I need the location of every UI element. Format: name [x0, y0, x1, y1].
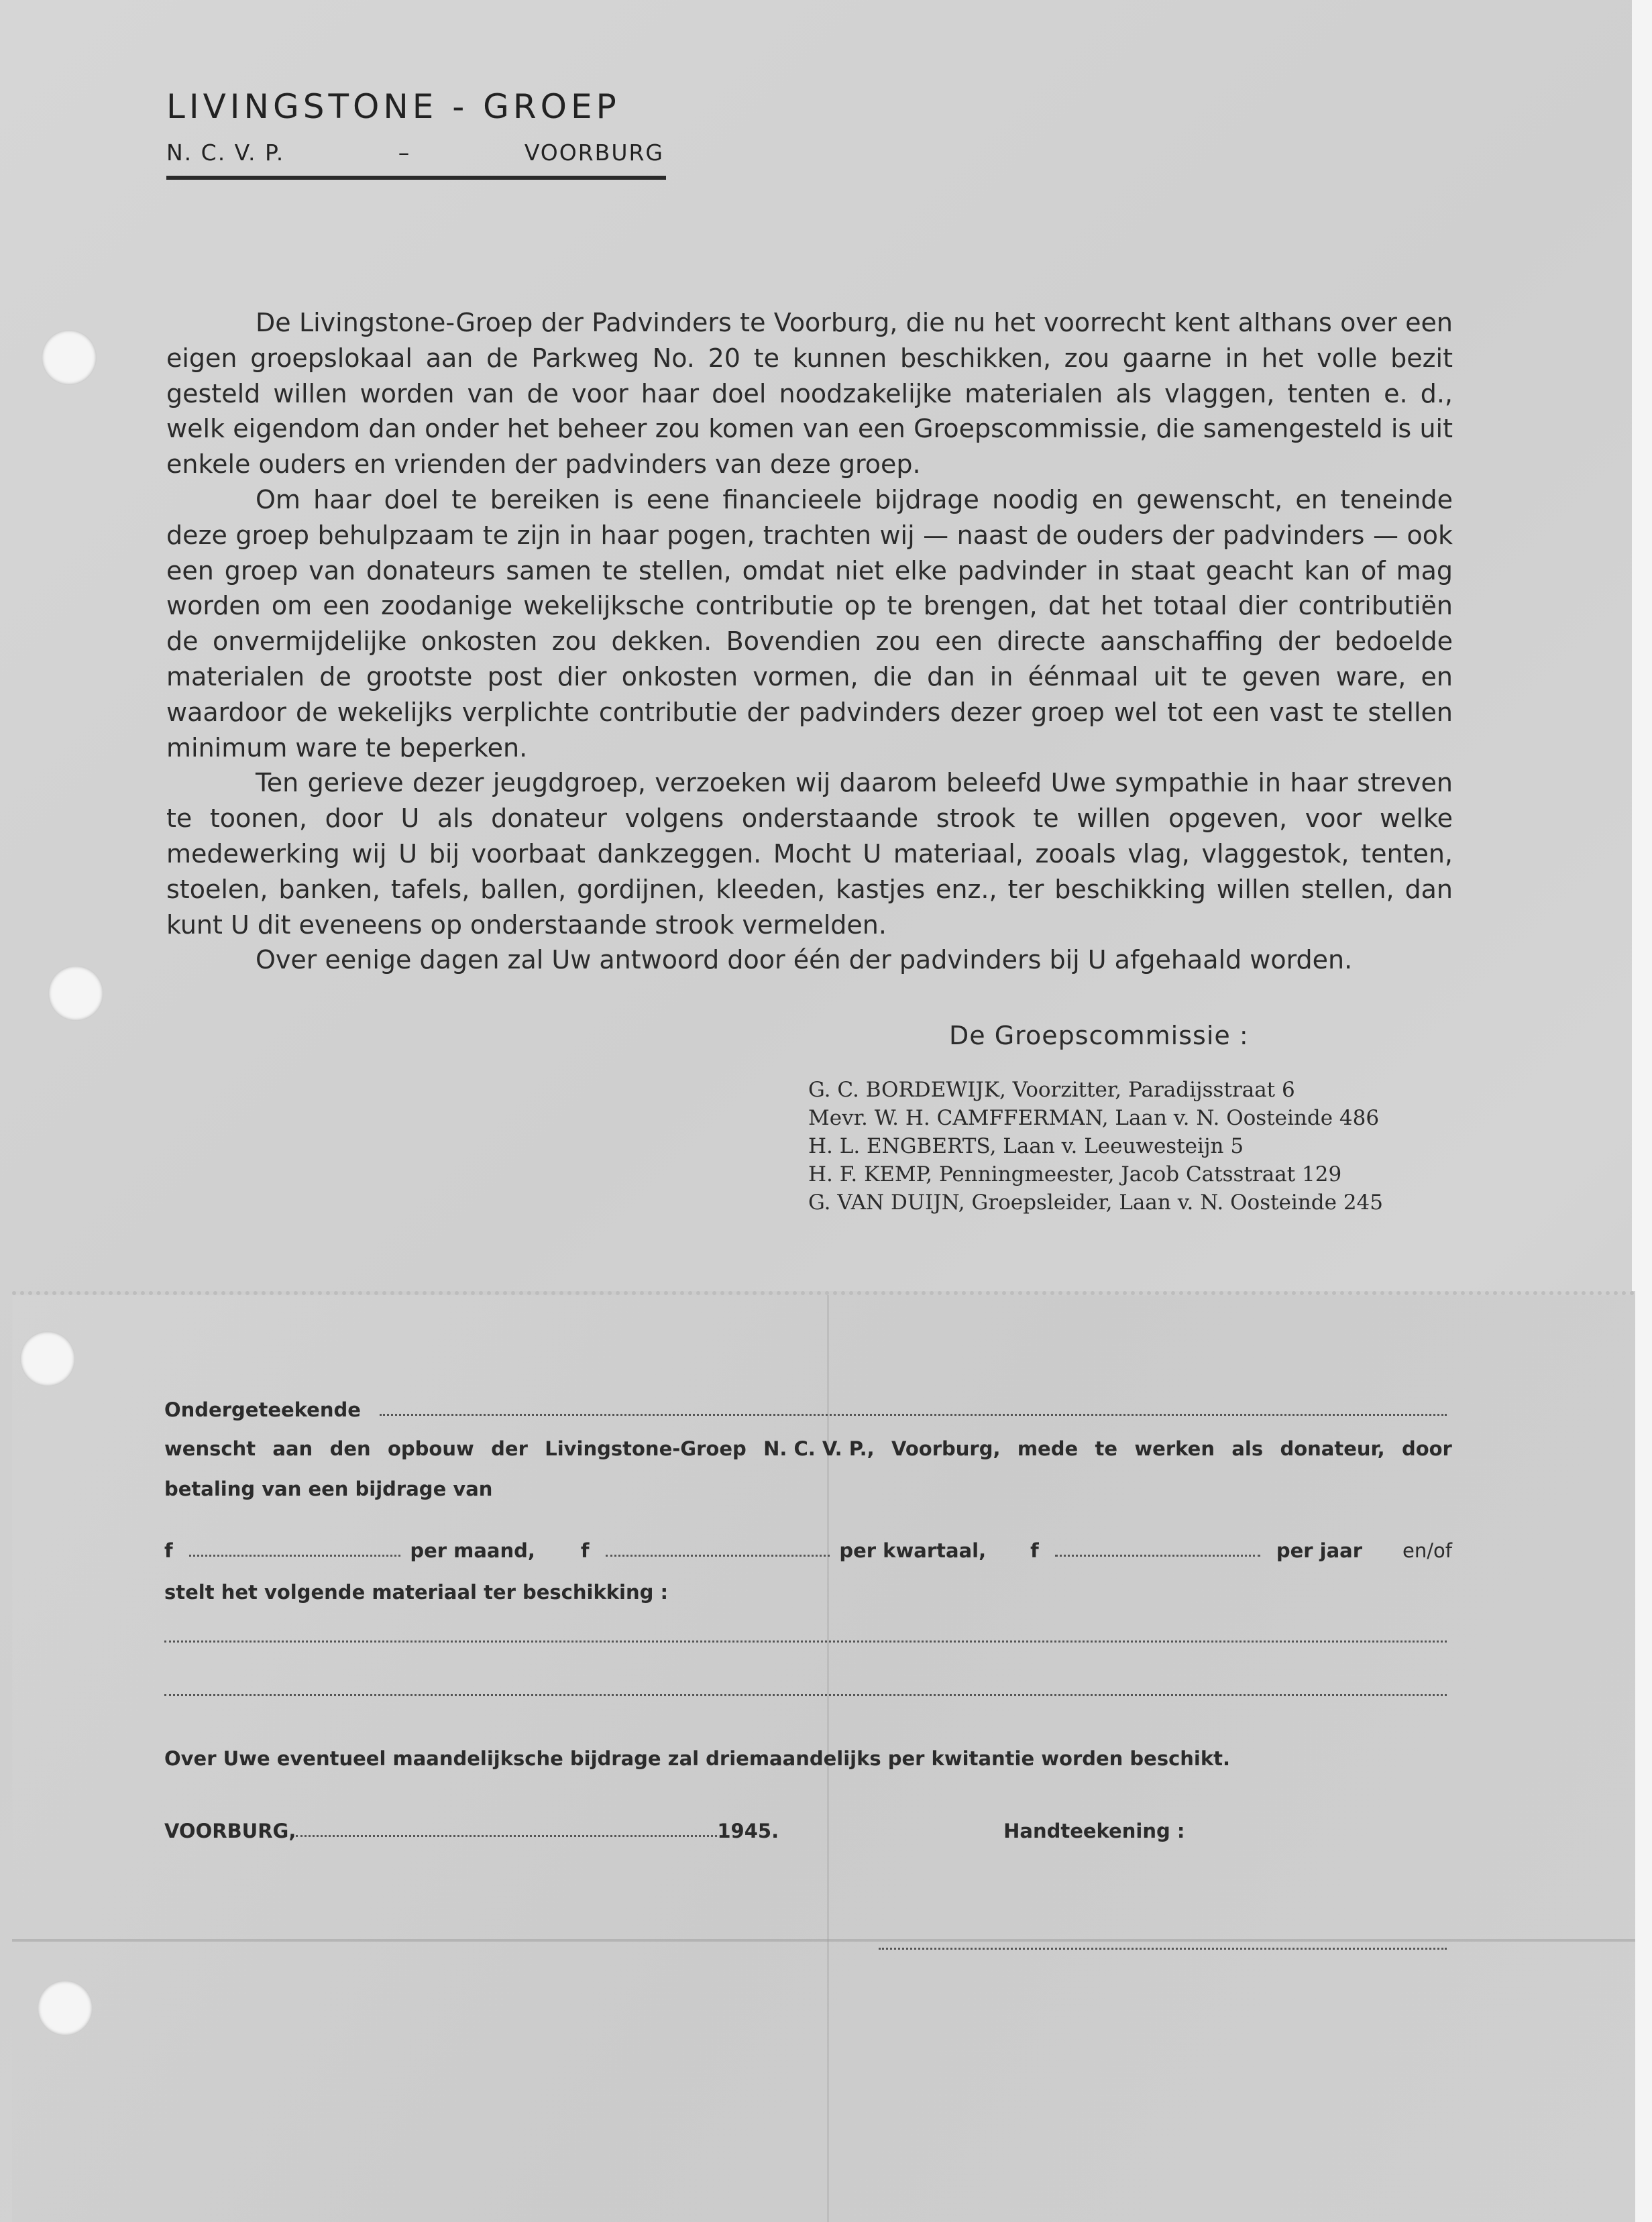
intro-word: opbouw — [387, 1437, 474, 1460]
signature-label: Handteekening : — [1003, 1820, 1185, 1842]
form-row-material-line — [164, 1640, 1452, 1648]
form-row-signature — [879, 1947, 1452, 1955]
form-row-contribution-intro — [164, 1478, 1452, 1500]
form-row-amounts — [164, 1539, 1452, 1562]
contribution-intro: betaling van een bijdrage van — [164, 1478, 493, 1500]
letterhead-rule — [166, 176, 666, 180]
intro-word: aan — [272, 1437, 313, 1460]
fold-line — [12, 1939, 1635, 1942]
form-row-receipt-note — [164, 1747, 1452, 1770]
punch-hole — [20, 1331, 75, 1386]
punch-hole — [48, 966, 103, 1021]
place-label: VOORBURG, — [164, 1820, 296, 1842]
committee-member: G. VAN DUIJN, Groepsleider, Laan v. N. Oosteinde 245 — [808, 1190, 1383, 1215]
form-row-material-line — [164, 1693, 1452, 1702]
date-field[interactable] — [296, 1834, 717, 1837]
year-label: 1945. — [717, 1820, 779, 1842]
intro-word: der — [491, 1437, 528, 1460]
intro-word: wenscht — [164, 1437, 256, 1460]
material-field[interactable] — [164, 1640, 1447, 1643]
committee-title: De Groepscommissie : — [949, 1021, 1249, 1050]
form-row-material-label — [164, 1581, 1452, 1604]
intro-word: Voorburg, — [891, 1437, 1001, 1460]
undersigned-field[interactable] — [380, 1413, 1447, 1416]
currency-symbol: f — [1030, 1539, 1039, 1562]
committee-member: H. L. ENGBERTS, Laan v. Leeuwesteijn 5 — [808, 1134, 1244, 1158]
intro-word: N. C. V. P., — [763, 1437, 875, 1460]
currency-symbol: f — [164, 1539, 173, 1562]
letterhead-city: VOORBURG — [524, 140, 664, 166]
receipt-note: Over Uwe eventueel maandelijksche bijdrage zal driemaandelijks per kwitantie worden beschikt. — [164, 1747, 1231, 1770]
intro-word: door — [1401, 1437, 1452, 1460]
form-row-intro — [164, 1437, 1452, 1460]
intro-word: werken — [1134, 1437, 1215, 1460]
intro-word: als — [1231, 1437, 1264, 1460]
committee-member: Mevr. W. H. CAMFFERMAN, Laan v. N. Oosteinde 486 — [808, 1106, 1380, 1130]
intro-word: te — [1095, 1437, 1118, 1460]
currency-symbol: f — [580, 1539, 590, 1562]
punch-hole — [38, 1981, 93, 2036]
paragraph: Over eenige dagen zal Uw antwoord door één der padvinders bij U afgehaald worden. — [256, 945, 1353, 975]
letterhead-title: LIVINGSTONE - GROEP — [166, 87, 620, 126]
committee-member: G. C. BORDEWIJK, Voorzitter, Paradijsstraat 6 — [808, 1078, 1295, 1102]
paragraph: De Livingstone-Groep der Padvinders te Voorburg, die nu het voorrecht kent althans over een eigen groepslokaal aan de Parkweg No. 20 te kunnen beschikken, zou gaarne in het volle bezit gesteld willen worden van de voor haar doel noodzakelijke materialen als vlaggen, tenten e. d., welk eigendom dan onder het beheer zou komen van een Groepscommissie, die samengesteld is uit enkele ouders en vrienden der padvinders van deze groep. — [166, 308, 1453, 480]
per-month-label: per maand, — [410, 1539, 535, 1562]
form-row-date — [164, 1820, 1452, 1842]
intro-word: mede — [1017, 1437, 1079, 1460]
committee-list — [808, 1076, 1452, 1217]
per-quarter-label: per kwartaal, — [839, 1539, 987, 1562]
committee-member: H. F. KEMP, Penningmeester, Jacob Catsstraat 129 — [808, 1162, 1342, 1186]
quarterly-amount-field[interactable] — [606, 1554, 830, 1557]
yearly-amount-field[interactable] — [1055, 1554, 1260, 1557]
monthly-amount-field[interactable] — [189, 1554, 401, 1557]
signature-field[interactable] — [879, 1947, 1447, 1950]
and-or-label: en/of — [1402, 1539, 1452, 1562]
punch-hole — [42, 330, 97, 385]
letter-body — [166, 305, 1453, 978]
intro-word: donateur, — [1280, 1437, 1385, 1460]
letterhead-subtitle — [166, 140, 664, 166]
material-field[interactable] — [164, 1693, 1447, 1696]
material-label: stelt het volgende materiaal ter beschikking : — [164, 1581, 669, 1604]
letterhead-org: N. C. V. P. — [166, 140, 285, 166]
paragraph: Ten gerieve dezer jeugdgroep, verzoeken wij daarom beleefd Uwe sympathie in haar streven te toonen, door U als donateur volgens onderstaande strook te willen opgeven, voor welke medewerking wij U bij voorbaat dankzeggen. Mocht U materiaal, zooals vlag, vlaggestok, tenten, stoelen, banken, tafels, ballen, gordijnen, kleeden, kastjes enz., ter beschikking willen stellen, dan kunt U dit eveneens op onderstaande strook vermelden. — [166, 768, 1453, 940]
intro-word: den — [329, 1437, 371, 1460]
undersigned-label: Ondergeteekende — [164, 1398, 361, 1421]
per-year-label: per jaar — [1276, 1539, 1363, 1562]
intro-word: Livingstone-Groep — [545, 1437, 747, 1460]
form-row-undersigned — [164, 1398, 1452, 1421]
letterhead-dash: – — [398, 140, 411, 166]
paragraph: Om haar doel te bereiken is eene financieele bijdrage noodig en gewenscht, en teneinde deze groep behulpzaam te zijn in haar pogen, trachten wij — naast de ouders der padvinders — ook een groep van donateurs samen te stellen, omdat niet elke padvinder in staat geacht kan of mag worden om een zoodanige wekelijksche contributie op te brengen, dat het totaal dier contributiën de onvermijdelijke onkosten zou dekken. Bovendien zou een directe aanschaffing der bedoelde materialen de grootste post dier onkosten vormen, die dan in éénmaal uit te geven ware, en waardoor de wekelijks verplichte contributie der padvinders dezer groep wel tot een vast te stellen minimum ware te beperken. — [166, 484, 1453, 763]
